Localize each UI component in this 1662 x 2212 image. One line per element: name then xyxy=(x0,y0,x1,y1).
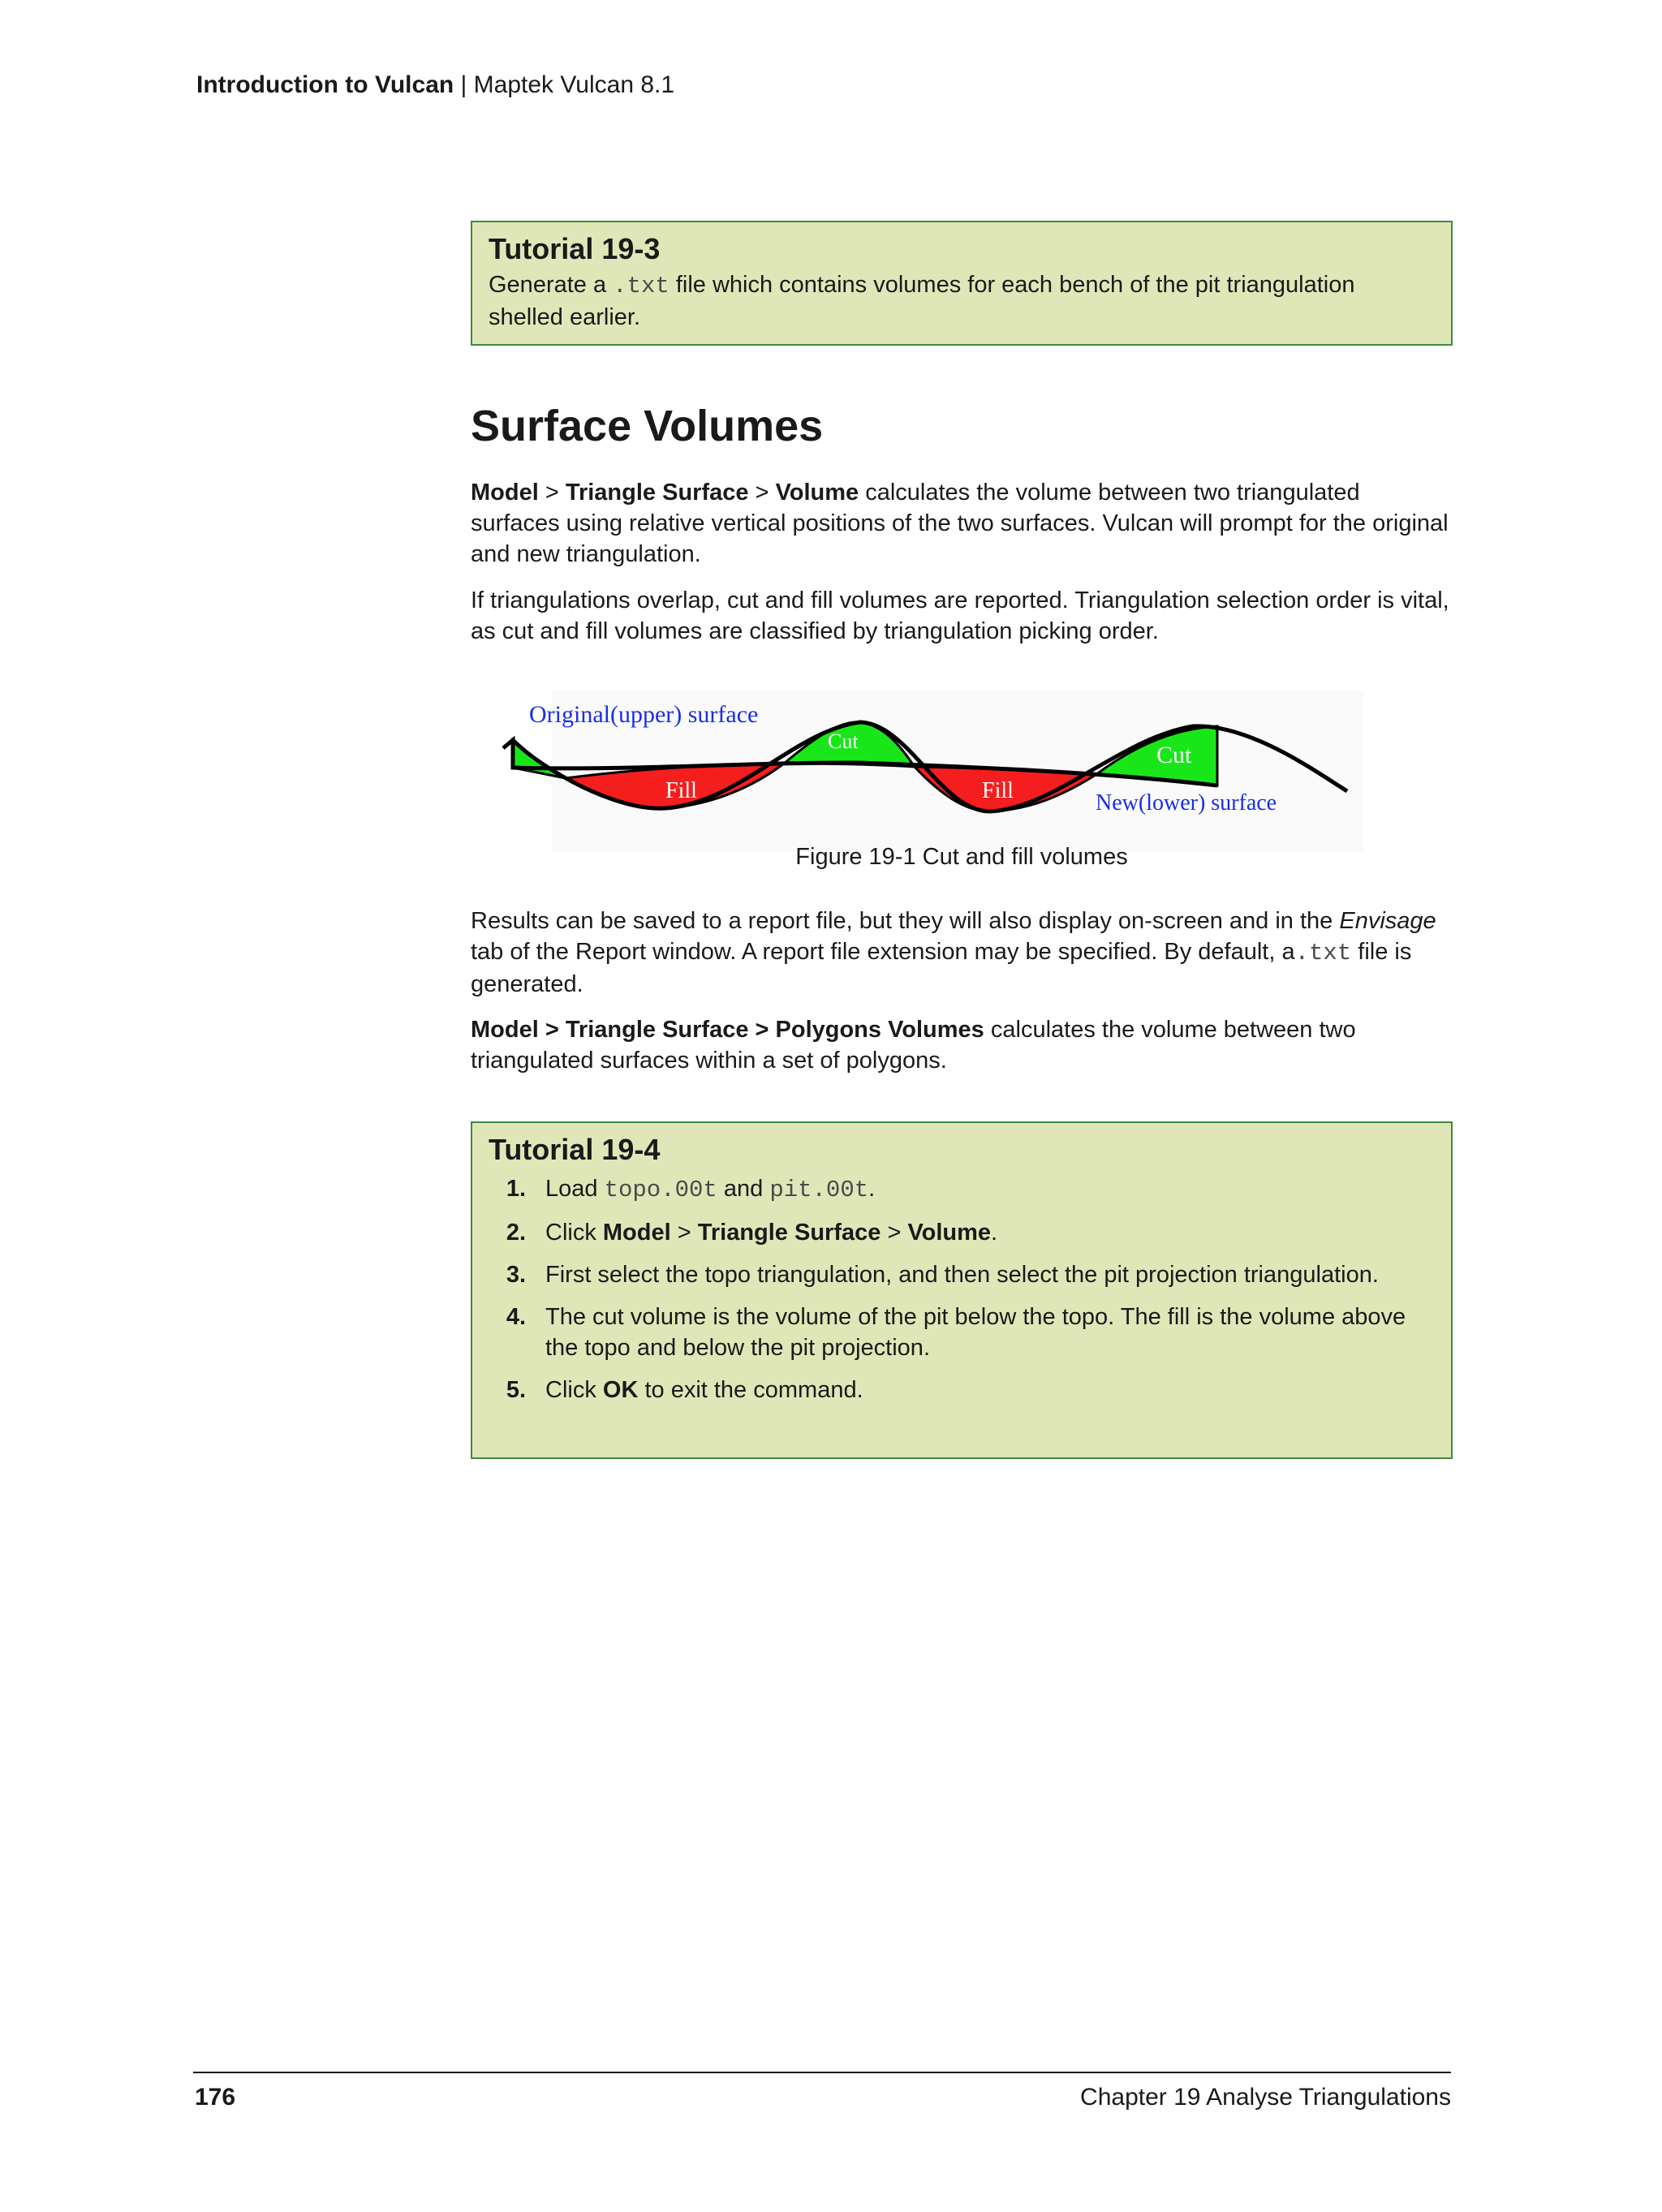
upper-surface-label: Original(upper) surface xyxy=(529,701,759,728)
polygons-text: calculates the volume between two triangulated surfaces within a set of polygons. xyxy=(471,1017,1356,1074)
step1-code-pit: pit.00t xyxy=(769,1177,869,1203)
results-code: .txt xyxy=(1294,940,1352,966)
step2-text-a: Click xyxy=(545,1220,603,1246)
figure-cut-fill xyxy=(471,690,1453,901)
page-number: 176 xyxy=(195,2084,236,2111)
paragraph-polygons xyxy=(471,1014,1453,1076)
step-text: First select the topo triangulation, and then select the pit projection triangulation. xyxy=(545,1262,1379,1288)
step5-text-a: Click xyxy=(545,1377,603,1403)
step2-menu-triangle-surface: Triangle Surface xyxy=(697,1220,881,1246)
menu-triangle-surface: Triangle Surface xyxy=(565,480,749,506)
tutorial-text-b: file which contains volumes for each bench of the pit triangulation shelled earlier. xyxy=(489,272,1355,330)
step1-text-a: Load xyxy=(545,1176,605,1202)
running-header xyxy=(196,71,674,99)
step5-text-c: to exit the command. xyxy=(638,1377,863,1403)
step2-text-c: . xyxy=(991,1220,998,1246)
tutorial-box-19-4 xyxy=(471,1121,1453,1459)
step-number: 3. xyxy=(506,1262,526,1288)
list-item xyxy=(489,1259,1435,1290)
paragraph-volume xyxy=(471,477,1453,570)
menu-sep: > xyxy=(538,480,566,506)
results-envisage: Envisage xyxy=(1339,908,1436,934)
list-item xyxy=(489,1375,1435,1405)
section-title: Surface Volumes xyxy=(471,402,824,450)
step-number: 2. xyxy=(506,1220,526,1246)
step-text: The cut volume is the volume of the pit below the topo. The fill is the volume above the topo and below the pit projection. xyxy=(545,1304,1406,1361)
footer-chapter: Chapter 19 Analyse Triangulations xyxy=(1080,2084,1451,2111)
header-book-title: Introduction to Vulcan xyxy=(196,71,454,98)
lower-surface-label: New(lower) surface xyxy=(1096,790,1277,816)
footer-divider xyxy=(193,2072,1451,2073)
header-product: Maptek Vulcan 8.1 xyxy=(473,71,675,98)
menu-sep: > xyxy=(748,480,776,506)
tutorial-description xyxy=(489,269,1435,333)
step-number: 5. xyxy=(506,1377,526,1403)
tutorial-title: Tutorial 19-3 xyxy=(489,232,661,265)
paragraph-results xyxy=(471,906,1453,1000)
step2-sep: > xyxy=(670,1220,698,1246)
step5-ok: OK xyxy=(602,1377,639,1403)
menu-model: Model xyxy=(471,480,539,506)
fill-label-2: Fill xyxy=(982,778,1014,803)
header-separator: | xyxy=(454,71,474,98)
cut-label-1: Cut xyxy=(828,729,859,753)
step2-menu-volume: Volume xyxy=(907,1220,992,1246)
step-text xyxy=(545,1375,863,1405)
step-text xyxy=(545,1173,875,1206)
list-item xyxy=(489,1302,1435,1363)
step1-text-c: . xyxy=(868,1176,876,1202)
menu-volume: Volume xyxy=(775,480,859,506)
tutorial-title: Tutorial 19-4 xyxy=(489,1133,661,1166)
results-text-b: tab of the Report window. A report file extension may be specified. By default, a xyxy=(471,939,1295,965)
cut-label-2: Cut xyxy=(1156,742,1192,768)
tutorial-text-a: Generate a xyxy=(489,272,614,298)
paragraph-text: calculates the volume between two triangulated surfaces using relative vertical positions of the two surfaces. Vulcan will prompt for the original and new triangulation. xyxy=(471,480,1449,567)
paragraph-overlap: If triangulations overlap, cut and fill volumes are reported. Triangulation selection order is vital, as cut and fill volumes are classified by triangulation picking order. xyxy=(471,587,1449,644)
step1-text-b: and xyxy=(717,1176,770,1202)
tutorial-code: .txt xyxy=(613,273,670,299)
step2-sep: > xyxy=(881,1220,908,1246)
step-number: 1. xyxy=(506,1176,526,1202)
cut-fill-diagram xyxy=(471,690,1453,852)
figure-caption: Figure 19-1 Cut and fill volumes xyxy=(795,844,1128,870)
tutorial-box-19-3 xyxy=(471,221,1453,346)
results-text-c: file is generated. xyxy=(471,939,1412,997)
list-item xyxy=(489,1173,1435,1206)
results-text-a: Results can be saved to a report file, but they will also display on-screen and in the xyxy=(471,908,1340,934)
list-item xyxy=(489,1217,1435,1248)
step-number: 4. xyxy=(506,1304,526,1330)
polygons-menu-path: Model > Triangle Surface > Polygons Volumes xyxy=(471,1017,984,1043)
step1-code-topo: topo.00t xyxy=(604,1177,717,1203)
fill-label-1: Fill xyxy=(665,778,697,803)
tutorial-steps xyxy=(489,1173,1435,1405)
step2-menu-model: Model xyxy=(602,1220,671,1246)
step-text xyxy=(545,1217,997,1248)
